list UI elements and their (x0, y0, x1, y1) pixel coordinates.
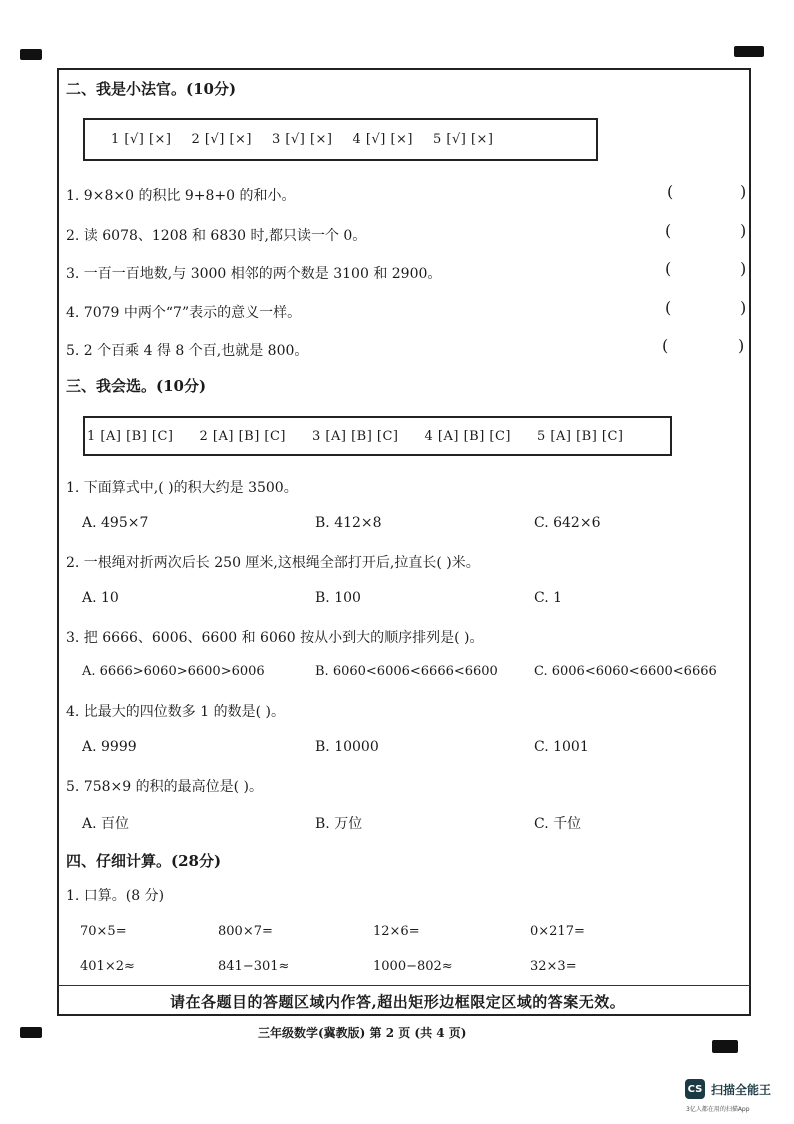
section2-title: 二、我是小法官。(10分) (66, 80, 237, 98)
answer-paren-close-3: ) (740, 259, 747, 278)
option-1-a: A. 495×7 (82, 515, 149, 531)
tf-answer-5[interactable]: 5 [√] [×] (433, 132, 494, 147)
tf-answer-1[interactable]: 1 [√] [×] (111, 132, 172, 147)
section2-question-2: 2. 读 6078、1208 和 6830 时,都只读一个 0。 (66, 228, 367, 244)
section4-subtitle-oral: 1. 口算。(8 分) (66, 888, 165, 904)
option-3-c: C. 6006<6060<6600<6666 (534, 664, 717, 679)
camscanner-logo-icon: CS (685, 1079, 705, 1099)
option-4-a: A. 9999 (82, 739, 137, 755)
option-2-b: B. 100 (315, 590, 361, 606)
option-3-a: A. 6666>6060>6600>6006 (82, 664, 265, 679)
section3-question-5: 5. 758×9 的积的最高位是( )。 (66, 779, 263, 795)
tf-answer-2[interactable]: 2 [√] [×] (191, 132, 252, 147)
answer-paren-close-2: ) (740, 221, 747, 240)
choice-answer-2[interactable]: 2 [A] [B] [C] (199, 428, 286, 444)
answer-paren-close-4: ) (740, 298, 747, 317)
section3-title: 三、我会选。(10分) (66, 377, 207, 395)
section3-question-3: 3. 把 6666、6006、6600 和 6060 按从小到大的顺序排列是( )。 (66, 630, 484, 646)
answer-paren-open-1: ( (667, 182, 674, 201)
option-5-c: C. 千位 (534, 816, 582, 832)
answer-paren-open-5: ( (662, 336, 669, 355)
section2-question-1: 1. 9×8×0 的积比 9+8+0 的和小。 (66, 188, 296, 204)
calc-2-4: 32×3= (530, 959, 577, 974)
calc-1-2: 800×7= (218, 924, 273, 939)
section3-question-4: 4. 比最大的四位数多 1 的数是( )。 (66, 704, 285, 720)
section2-answer-box (83, 118, 598, 161)
option-4-b: B. 10000 (315, 739, 379, 755)
choice-answer-1[interactable]: 1 [A] [B] [C] (87, 428, 174, 444)
registration-mark-bottom-left (20, 1027, 42, 1038)
calc-2-1: 401×2≈ (80, 959, 135, 974)
answer-area-warning: 请在各题目的答题区域内作答,超出矩形边框限定区域的答案无效。 (170, 993, 626, 1011)
section3-question-1: 1. 下面算式中,( )的积大约是 3500。 (66, 480, 298, 496)
section4-title: 四、仔细计算。(28分) (66, 852, 222, 870)
registration-mark-top-left (20, 49, 42, 60)
option-4-c: C. 1001 (534, 739, 589, 755)
calc-2-2: 841−301≈ (218, 959, 290, 974)
option-1-c: C. 642×6 (534, 515, 601, 531)
answer-area-frame (57, 68, 751, 1016)
tf-answer-3[interactable]: 3 [√] [×] (272, 132, 333, 147)
section3-answer-box (83, 416, 672, 456)
option-3-b: B. 6060<6006<6666<6600 (315, 664, 498, 679)
answer-paren-open-2: ( (665, 221, 672, 240)
registration-mark-top-right (734, 46, 764, 57)
answer-paren-close-5: ) (738, 336, 745, 355)
option-5-b: B. 万位 (315, 816, 363, 832)
registration-mark-bottom-right (712, 1040, 738, 1053)
page-info: 三年级数学(冀教版) 第 2 页 (共 4 页) (258, 1026, 467, 1040)
tf-answer-4[interactable]: 4 [√] [×] (352, 132, 413, 147)
section2-question-5: 5. 2 个百乘 4 得 8 个百,也就是 800。 (66, 343, 309, 359)
choice-answer-3[interactable]: 3 [A] [B] [C] (312, 428, 399, 444)
section2-question-4: 4. 7079 中两个“7”表示的意义一样。 (66, 305, 302, 321)
option-2-a: A. 10 (82, 590, 119, 606)
section3-question-2: 2. 一根绳对折两次后长 250 厘米,这根绳全部打开后,拉直长( )米。 (66, 555, 480, 571)
calc-1-1: 70×5= (80, 924, 127, 939)
calc-1-4: 0×217= (530, 924, 585, 939)
choice-answer-4[interactable]: 4 [A] [B] [C] (424, 428, 511, 444)
section2-question-3: 3. 一百一百地数,与 3000 相邻的两个数是 3100 和 2900。 (66, 266, 442, 282)
brand-tagline: 3亿人都在用的扫描App (686, 1106, 750, 1113)
answer-area-divider (57, 985, 751, 986)
answer-paren-open-4: ( (665, 298, 672, 317)
calc-1-3: 12×6= (373, 924, 420, 939)
option-1-b: B. 412×8 (315, 515, 382, 531)
answer-paren-close-1: ) (740, 182, 747, 201)
brand-name: 扫描全能王 (711, 1083, 772, 1097)
answer-paren-open-3: ( (665, 259, 672, 278)
option-2-c: C. 1 (534, 590, 563, 606)
choice-answer-5[interactable]: 5 [A] [B] [C] (537, 428, 624, 444)
calc-2-3: 1000−802≈ (373, 959, 453, 974)
option-5-a: A. 百位 (82, 816, 130, 832)
